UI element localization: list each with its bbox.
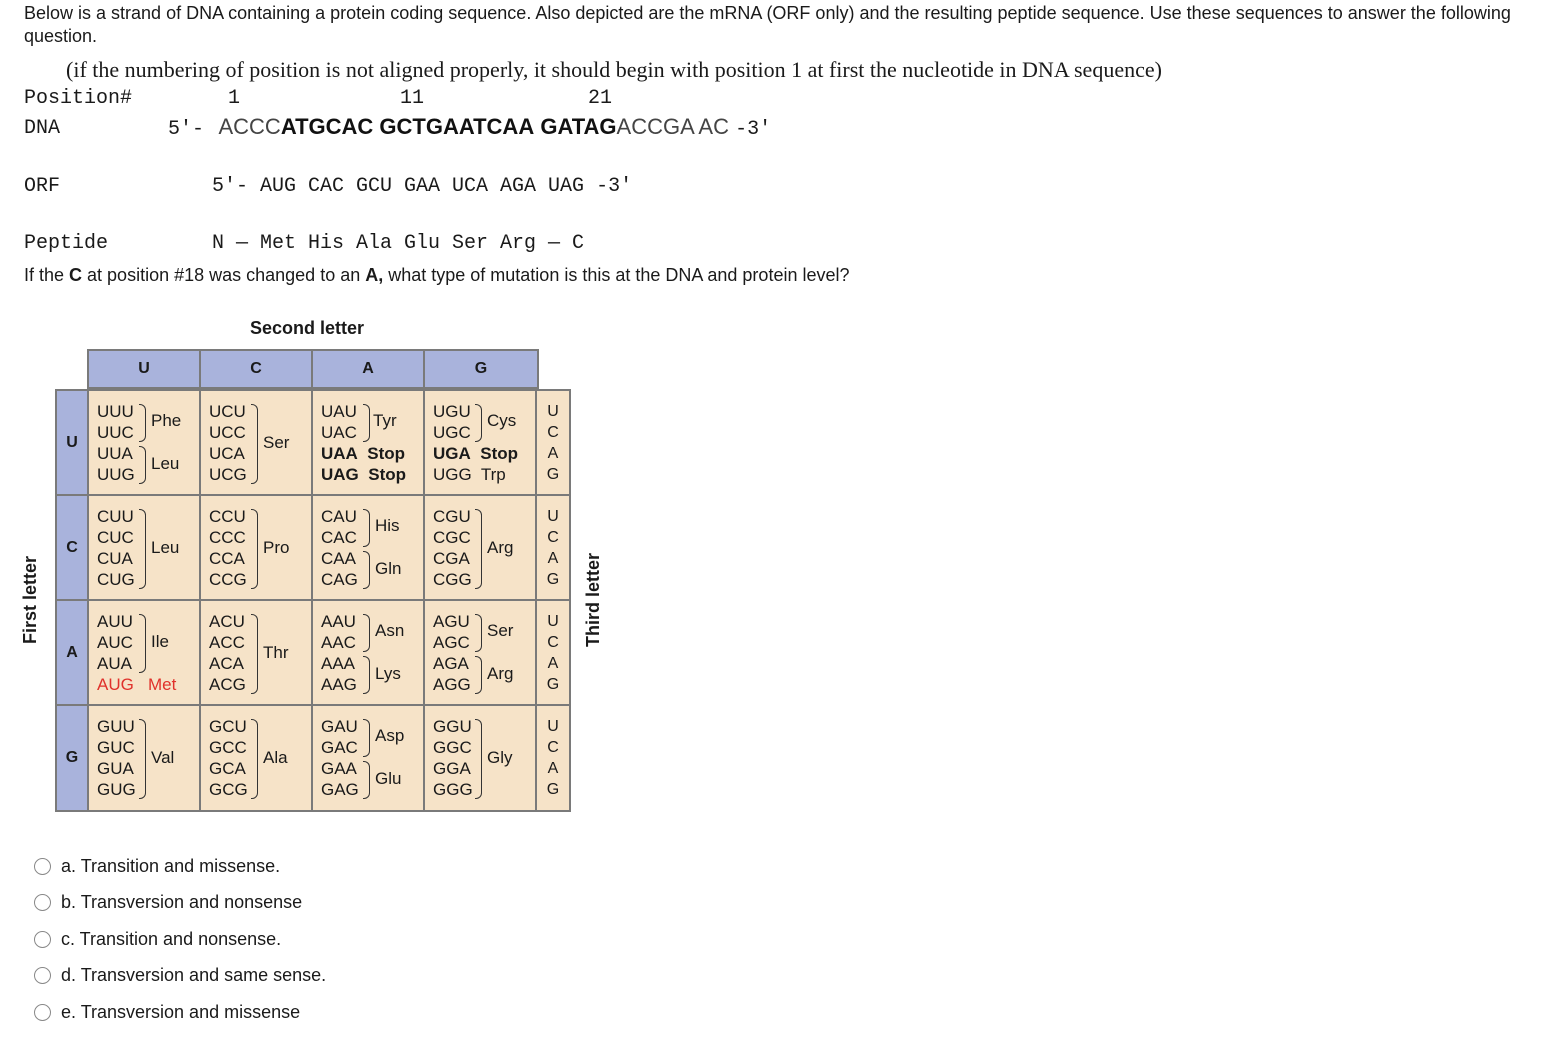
- brace-icon: [139, 719, 146, 799]
- numbering-note: (if the numbering of position is not aligned properly, it should begin with position 1 at first the nucleotide in DNA sequence): [66, 57, 1162, 82]
- codon: CUU: [97, 507, 134, 526]
- third-letter-title: Third letter: [583, 552, 603, 648]
- col-header-u: U: [89, 351, 201, 387]
- codon: UCG: [209, 465, 247, 484]
- codon: UUA: [97, 444, 133, 463]
- amino-acid: Phe: [151, 411, 182, 430]
- brace-icon: [139, 446, 146, 484]
- codon: GCA: [209, 759, 246, 778]
- codon-table: [55, 389, 571, 812]
- peptide-label: Peptide: [24, 232, 109, 255]
- amino-acid: Tyr: [373, 411, 397, 430]
- brace-icon: [475, 656, 482, 694]
- codon: UUU: [97, 402, 134, 421]
- dna-seg-3: GCTGAATCAA: [379, 114, 535, 139]
- dna-label: DNA: [24, 117, 61, 140]
- codon: UGG Trp: [433, 465, 506, 484]
- codon-row-c: [57, 496, 569, 601]
- col-header-g: G: [474, 360, 488, 377]
- dna-seg-2: ATGCAC: [280, 114, 374, 139]
- brace-icon: [475, 404, 482, 442]
- brace-icon: [139, 509, 146, 589]
- amino-acid: Ile: [151, 632, 169, 651]
- brace-icon: [363, 719, 370, 757]
- codon-table-header: [87, 349, 539, 389]
- codon: CGG: [433, 570, 472, 589]
- option-b[interactable]: [34, 885, 326, 922]
- codon: CUC: [97, 528, 134, 547]
- brace-icon: [251, 509, 258, 589]
- dna-seg-5: ACCGA AC: [616, 114, 729, 139]
- radio-button[interactable]: [34, 894, 51, 911]
- codon: AGA: [433, 654, 469, 673]
- row-header-g: G: [57, 706, 89, 810]
- radio-button[interactable]: [34, 858, 51, 875]
- third-letters: U C A G: [537, 496, 569, 599]
- radio-button[interactable]: [34, 931, 51, 948]
- cell-au: [89, 601, 201, 704]
- position-21: 21: [588, 87, 613, 110]
- brace-icon: [363, 404, 370, 442]
- question-text: If the C at position #18 was changed to an A, what type of mutation is this at the DNA and protein level?: [24, 265, 850, 285]
- codon: UCA: [209, 444, 245, 463]
- brace-icon: [363, 509, 370, 547]
- codon: CGA: [433, 549, 470, 568]
- first-letter-title: First letter: [20, 555, 40, 645]
- codon: GGU: [433, 717, 472, 736]
- col-header-c: C: [201, 351, 313, 387]
- amino-acid: Lys: [375, 664, 401, 683]
- brace-icon: [251, 719, 258, 799]
- radio-button[interactable]: [34, 967, 51, 984]
- cell-ag: [425, 601, 537, 704]
- option-a[interactable]: [34, 848, 326, 885]
- codon: GGA: [433, 759, 471, 778]
- brace-icon: [475, 509, 482, 589]
- codon: AAC: [321, 633, 356, 652]
- codon: UGC: [433, 423, 471, 442]
- dna-seg-4: GATAG: [540, 114, 617, 139]
- codon: UUC: [97, 423, 134, 442]
- codon: UGU: [433, 402, 471, 421]
- codon: GAG: [321, 780, 359, 799]
- codon: GCC: [209, 738, 247, 757]
- option-label: a. Transition and missense.: [61, 855, 281, 876]
- codon: UAC: [321, 423, 357, 442]
- codon-row-a: [57, 601, 569, 706]
- amino-acid: Ala: [263, 748, 288, 767]
- third-letters: U C A G: [537, 601, 569, 704]
- cell-ug: [425, 391, 537, 494]
- codon: AUU: [97, 612, 133, 631]
- brace-icon: [475, 719, 482, 799]
- codon: CCU: [209, 507, 246, 526]
- codon: AGC: [433, 633, 470, 652]
- codon: AAU: [321, 612, 356, 631]
- stop-codon: UAG Stop: [321, 465, 407, 484]
- codon: CAA: [321, 549, 356, 568]
- codon: GUA: [97, 759, 134, 778]
- amino-acid: Asn: [375, 621, 405, 640]
- option-label: c. Transition and nonsense.: [61, 928, 282, 949]
- option-label: d. Transversion and same sense.: [61, 965, 327, 986]
- stop-codon: UGA Stop: [433, 444, 519, 463]
- codon: ACU: [209, 612, 245, 631]
- codon: AUC: [97, 633, 133, 652]
- brace-icon: [363, 656, 370, 694]
- brace-icon: [363, 761, 370, 799]
- amino-acid: Leu: [151, 454, 180, 473]
- cell-gg: [425, 706, 537, 810]
- amino-acid: Arg: [487, 538, 514, 557]
- codon: CGC: [433, 528, 471, 547]
- codon: AAG: [321, 675, 357, 694]
- codon: GUU: [97, 717, 135, 736]
- codon: UUG: [97, 465, 135, 484]
- option-d[interactable]: [34, 958, 326, 995]
- intro-text: Below is a strand of DNA containing a protein coding sequence. Also depicted are the mRNA (ORF only) and the resulting peptide sequence. Use these sequences to answer the following question.: [24, 3, 1511, 46]
- amino-acid: Cys: [487, 411, 517, 430]
- amino-acid: Ser: [487, 621, 514, 640]
- brace-icon: [139, 614, 146, 673]
- codon: UCC: [209, 423, 246, 442]
- dna-prefix: 5'-: [168, 118, 205, 141]
- cell-ua: [313, 391, 425, 494]
- dna-suffix: -3': [735, 118, 772, 141]
- cell-ga: [313, 706, 425, 810]
- cell-gu: [89, 706, 201, 810]
- codon: CAU: [321, 507, 357, 526]
- option-c[interactable]: [34, 921, 326, 958]
- codon: GUG: [97, 780, 136, 799]
- cell-ac: [201, 601, 313, 704]
- brace-icon: [475, 614, 482, 652]
- codon: AAA: [321, 654, 356, 673]
- brace-icon: [139, 404, 146, 442]
- codon: AGU: [433, 612, 470, 631]
- codon: AUA: [97, 654, 132, 673]
- codon: GAA: [321, 759, 357, 778]
- amino-acid: Thr: [263, 643, 289, 662]
- cell-uc: [201, 391, 313, 494]
- position-1: 1: [228, 87, 241, 110]
- amino-acid: Gly: [487, 748, 513, 767]
- codon: CUG: [97, 570, 135, 589]
- codon: CAC: [321, 528, 357, 547]
- codon: AGG: [433, 675, 471, 694]
- cell-aa: [313, 601, 425, 704]
- cell-cg: [425, 496, 537, 599]
- option-label: b. Transversion and nonsense: [61, 892, 303, 913]
- amino-acid: Asp: [375, 726, 405, 745]
- brace-icon: [363, 614, 370, 652]
- option-label: e. Transversion and missense: [61, 1001, 301, 1022]
- codon: GUC: [97, 738, 135, 757]
- third-letters: U C A G: [537, 706, 569, 810]
- col-header-a: A: [313, 351, 425, 387]
- start-codon: AUG Met: [97, 675, 177, 694]
- codon-row-g: [57, 706, 569, 810]
- third-letters: U C A G: [537, 391, 569, 494]
- dna-seg-1: ACCC: [218, 114, 281, 139]
- option-e[interactable]: [34, 994, 326, 1031]
- peptide-sequence: N — Met His Ala Glu Ser Arg — C: [212, 232, 585, 255]
- row-header-u: U: [57, 391, 89, 494]
- cell-ca: [313, 496, 425, 599]
- orf-sequence: 5'- AUG CAC GCU GAA UCA AGA UAG -3': [212, 175, 633, 198]
- codon: CGU: [433, 507, 471, 526]
- codon-row-u: [57, 391, 569, 496]
- amino-acid: His: [375, 516, 400, 535]
- codon: GGC: [433, 738, 472, 757]
- position-11: 11: [400, 87, 425, 110]
- brace-icon: [363, 551, 370, 589]
- amino-acid: Gln: [375, 559, 402, 578]
- cell-cc: [201, 496, 313, 599]
- codon: CAG: [321, 570, 358, 589]
- row-header-c: C: [57, 496, 89, 599]
- position-label: Position#: [24, 87, 133, 110]
- radio-button[interactable]: [34, 1004, 51, 1021]
- codon: CCC: [209, 528, 246, 547]
- codon: UCU: [209, 402, 246, 421]
- dna-sequence: [168, 114, 771, 141]
- row-header-a: A: [57, 601, 89, 704]
- amino-acid: Leu: [151, 538, 180, 557]
- codon: GGG: [433, 780, 473, 799]
- codon: GCU: [209, 717, 247, 736]
- codon: GAU: [321, 717, 358, 736]
- cell-uu: [89, 391, 201, 494]
- codon: CCA: [209, 549, 245, 568]
- codon: ACA: [209, 654, 244, 673]
- stop-codon: UAA Stop: [321, 444, 406, 463]
- answer-options: [34, 848, 326, 1031]
- codon: CCG: [209, 570, 247, 589]
- amino-acid: Arg: [487, 664, 514, 683]
- brace-icon: [251, 404, 258, 484]
- second-letter-title: Second letter: [250, 318, 365, 338]
- cell-gc: [201, 706, 313, 810]
- codon: UAU: [321, 402, 357, 421]
- codon: CUA: [97, 549, 133, 568]
- amino-acid: Pro: [263, 538, 290, 557]
- codon: ACC: [209, 633, 245, 652]
- codon: GAC: [321, 738, 358, 757]
- orf-label: ORF: [24, 175, 61, 198]
- amino-acid: Val: [151, 748, 175, 767]
- codon: ACG: [209, 675, 246, 694]
- amino-acid: Glu: [375, 769, 402, 788]
- codon: GCG: [209, 780, 248, 799]
- brace-icon: [251, 614, 258, 694]
- amino-acid: Ser: [263, 433, 290, 452]
- cell-cu: [89, 496, 201, 599]
